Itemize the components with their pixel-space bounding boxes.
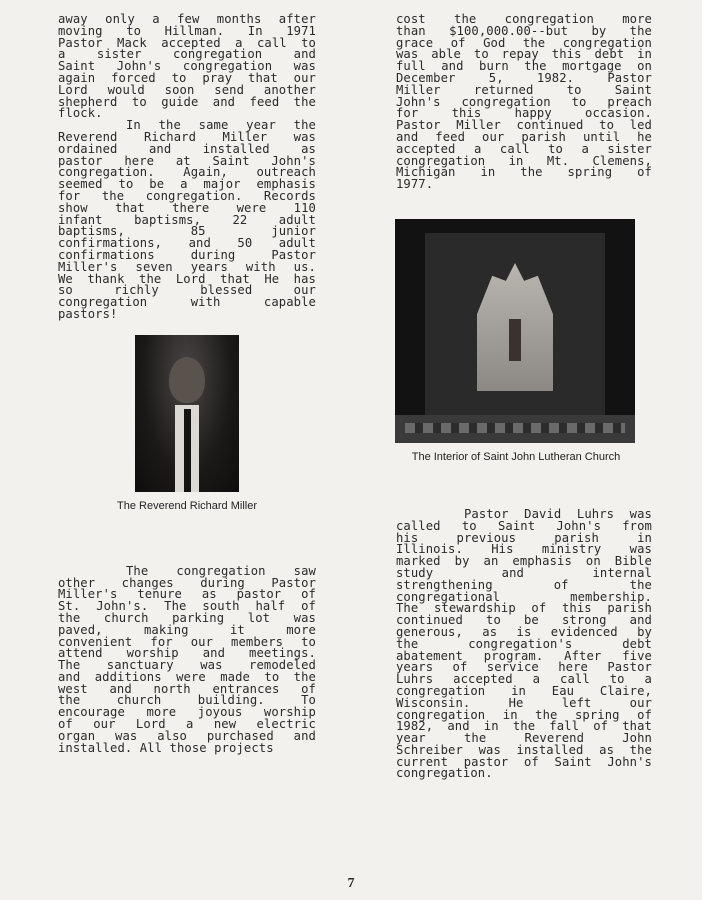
text-line: convenient for our members to (58, 634, 316, 649)
church-caption: The Interior of Saint John Lutheran Church (411, 450, 621, 463)
text-line: and feed our parish until he (396, 129, 652, 144)
text-line: Lord would soon send another (58, 82, 316, 97)
text-line: cost the congregation more (396, 12, 652, 26)
text-line: The sanctuary was remodeled (58, 658, 316, 673)
paragraph-mortgage (396, 14, 652, 191)
text-line: congregation. (396, 766, 493, 781)
text-line: show that there were 110 (58, 200, 316, 215)
text-line: organ was also purchased and (58, 728, 316, 743)
text-line: other changes during Pastor (58, 575, 316, 590)
text-line: seemed to be a major emphasis (58, 177, 316, 192)
text-line: 1977. (396, 177, 434, 192)
text-line: year the Reverend John (396, 731, 652, 746)
text-line: continued to be strong and (396, 613, 652, 628)
text-line: congregation in the spring of (396, 707, 652, 722)
right-column (396, 14, 652, 780)
text-line: Miller returned to Saint (396, 82, 652, 97)
text-line: moving to Hillman. In 1971 (58, 23, 316, 38)
text-line: congregational membership. (396, 589, 652, 604)
church-pews (405, 423, 625, 433)
crucifix-figure (509, 319, 521, 361)
text-line: infant baptisms, 22 adult (58, 212, 316, 227)
text-line: installed. All those projects (58, 740, 274, 755)
text-line: In the same year the (126, 118, 316, 133)
text-line: encourage more joyous worship (58, 705, 316, 720)
text-line: a sister congregation and (58, 47, 316, 62)
text-line: paved, making it more (58, 622, 316, 637)
text-line: The stewardship of this parish (396, 601, 652, 616)
text-line: abatement program. After five (396, 648, 652, 663)
text-line: pastor here at Saint John's (58, 153, 316, 168)
text-line: than $100,000.00--but by the (396, 23, 652, 38)
portrait-tie (184, 409, 191, 492)
text-line: current pastor of Saint John's (396, 754, 652, 769)
text-line: Illinois. His ministry was (396, 542, 652, 557)
left-column (58, 14, 316, 754)
text-line: full and burn the mortgage on (396, 59, 652, 74)
text-line: accepted a call to a sister (396, 141, 652, 156)
text-line: generous, as is evidenced by (396, 624, 652, 639)
text-line: Miller's tenure as pastor of (58, 587, 316, 602)
text-line: for this happy occasion. (396, 106, 652, 121)
text-line: grace of God the congregation (396, 35, 652, 50)
text-line: Luhrs accepted a call to a (396, 672, 652, 687)
spacer (396, 463, 652, 509)
text-line: Reverend Richard Miller was (58, 129, 316, 144)
text-line: attend worship and meetings. (58, 646, 316, 661)
text-line: congregation. Again, outreach (58, 165, 316, 180)
text-line: marked by an emphasis on Bible (396, 554, 652, 569)
page-number: 7 (347, 876, 355, 891)
text-line: Pastor Miller continued to led (396, 118, 652, 133)
text-line: flock. (58, 106, 103, 121)
text-line: confirmations, and 50 adult (58, 236, 316, 251)
text-line: ordained and installed as (58, 141, 316, 156)
text-line: the congregation's debt (396, 636, 652, 651)
paragraph-changes (58, 563, 316, 755)
text-line: was able to repay this debt in (396, 47, 652, 62)
text-line: congregation in Mt. Clemens, (396, 153, 652, 168)
text-line: study and internal (396, 565, 652, 580)
text-line: Schreiber was installed as the (396, 742, 652, 757)
text-line: confirmations during Pastor (58, 247, 316, 262)
spacer (58, 512, 316, 566)
text-line: congregation in Eau Claire, (396, 683, 652, 698)
text-line: shepherd to guide and feed the (58, 94, 316, 109)
text-line: Pastor Mack accepted a call to (58, 35, 316, 50)
text-line: congregation with capable (58, 295, 316, 310)
text-line: the church building. To (58, 693, 316, 708)
text-line: pastors! (58, 306, 118, 321)
text-line: baptisms, 85 junior (58, 224, 316, 239)
paragraph-richard-miller (58, 120, 316, 321)
richard-miller-portrait (135, 335, 239, 492)
text-line: 1982, and in the fall of that (396, 719, 652, 734)
text-line: The congregation saw (126, 563, 316, 578)
text-line: the church parking lot was (58, 610, 316, 625)
text-line: Pastor David Luhrs was (464, 506, 652, 521)
text-line: away only a few months after (58, 12, 316, 26)
text-line: Saint John's congregation was (58, 59, 316, 74)
text-line: years of service here Pastor (396, 660, 652, 675)
text-line: again forced to pray that our (58, 70, 316, 85)
text-line: Michigan in the spring of (396, 165, 652, 180)
portrait-caption: The Reverend Richard Miller (117, 499, 257, 512)
paragraph-pastor-mack (58, 14, 316, 120)
text-line: strengthening of the (396, 577, 652, 592)
text-line: We thank the Lord that He has (58, 271, 316, 286)
text-line: December 5, 1982. Pastor (396, 70, 652, 85)
text-line: St. John's. The south half of (58, 599, 316, 614)
text-line: west and north entrances of (58, 681, 316, 696)
text-line: John's congregation to preach (396, 94, 652, 109)
portrait-head (169, 357, 205, 403)
text-line: and additions were made to the (58, 669, 316, 684)
text-line: called to Saint John's from (396, 518, 652, 533)
text-line: Wisconsin. He left our (396, 695, 652, 710)
church-interior-photo (395, 219, 635, 443)
text-line: so richly blessed our (58, 283, 316, 298)
text-line: of our Lord a new electric (58, 717, 316, 732)
text-line: his previous parish in (396, 530, 652, 545)
text-line: Miller's seven years with us. (58, 259, 316, 274)
text-line: for the congregation. Records (58, 188, 316, 203)
paragraph-david-luhrs (396, 506, 652, 781)
